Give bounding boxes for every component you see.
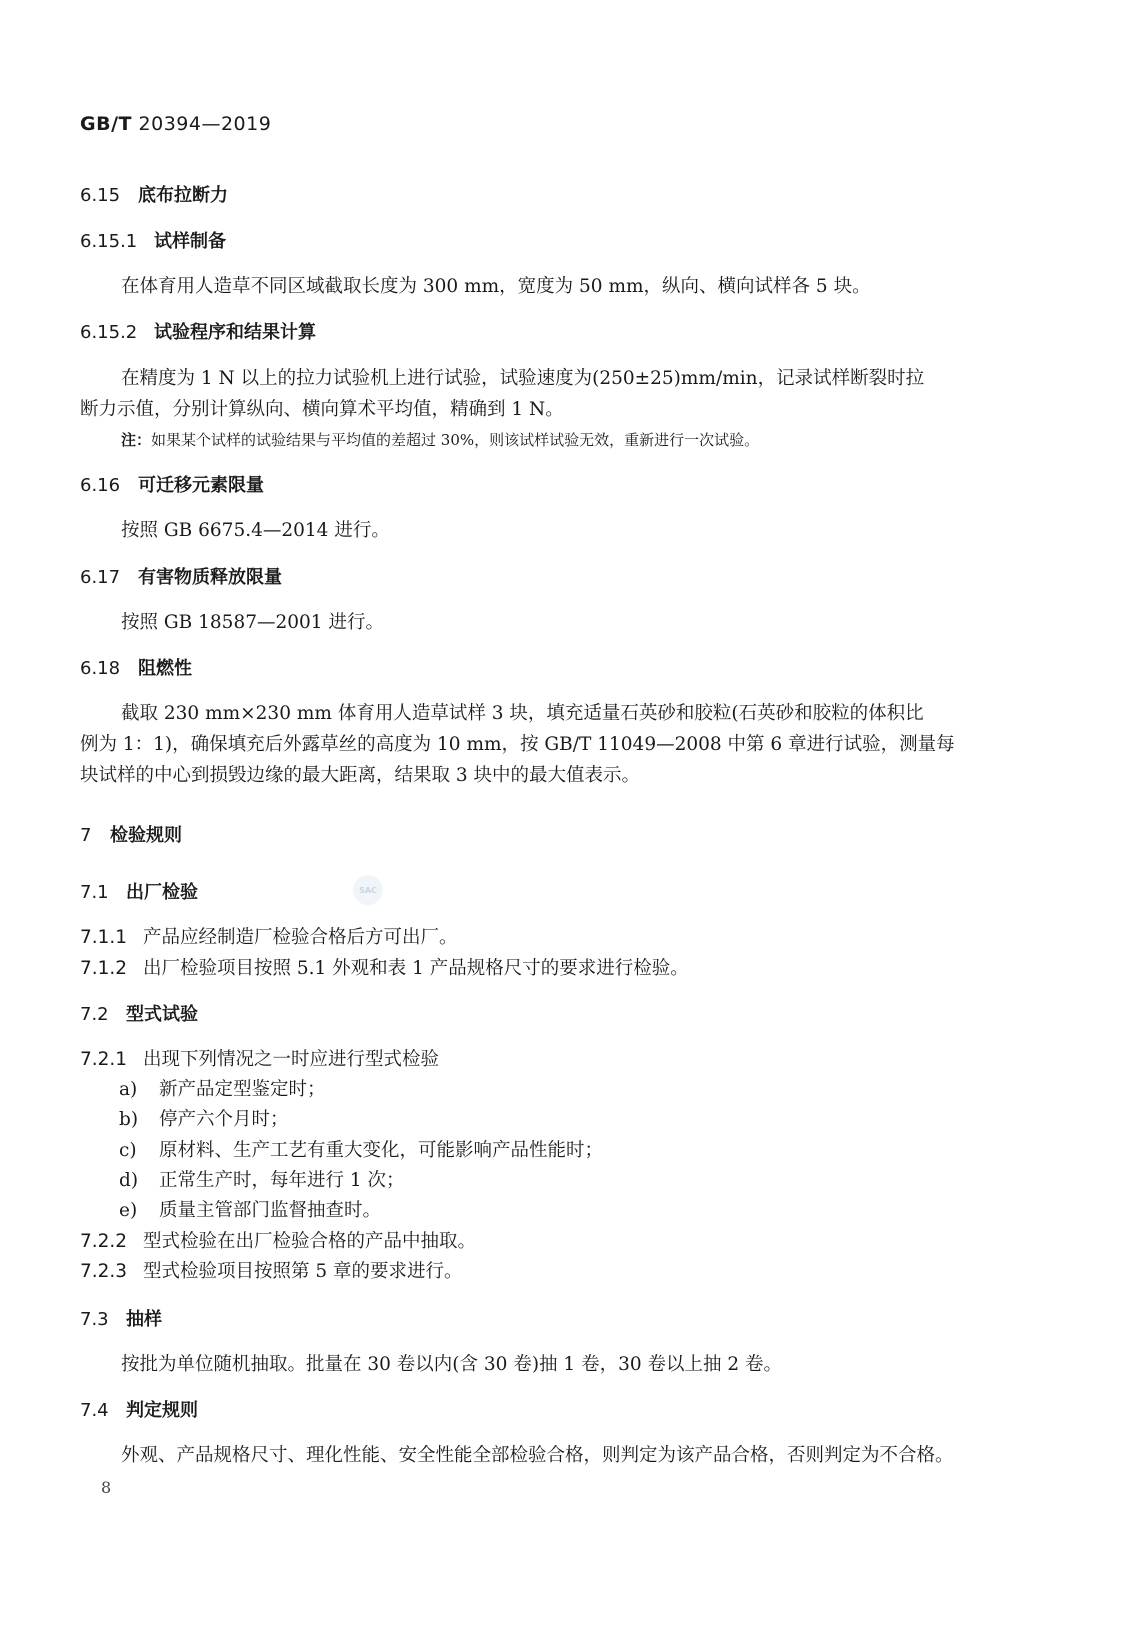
heading-7-1: 7.1 出厂检验 bbox=[80, 882, 198, 903]
item-7-2-1: 7.2.1 出现下列情况之一时应进行型式检验 bbox=[80, 1049, 440, 1070]
list-item-e: e) 质量主管部门监督抽查时。 bbox=[119, 1200, 382, 1221]
heading-6-16: 6.16 可迁移元素限量 bbox=[80, 475, 264, 496]
note-text: 如果某个试样的试验结果与平均值的差超过 30%，则该试样试验无效，重新进行一次试验。 bbox=[151, 431, 760, 449]
paragraph-6-18-line1: 截取 230 mm×230 mm 体育用人造草试样 3 块，填充适量石英砂和胶粒(石英砂和胶粒的体积比 bbox=[121, 703, 924, 724]
heading-6-15: 6.15 底布拉断力 bbox=[80, 185, 228, 206]
paragraph-6-15-2-line1: 在精度为 1 N 以上的拉力试验机上进行试验，试验速度为(250±25)mm/min，记录试样断裂时拉 bbox=[121, 368, 925, 389]
heading-7-2: 7.2 型式试验 bbox=[80, 1004, 198, 1025]
heading-7-3: 7.3 抽样 bbox=[80, 1309, 162, 1330]
page-number: 8 bbox=[101, 1478, 112, 1497]
heading-6-15-2: 6.15.2 试验程序和结果计算 bbox=[80, 322, 316, 343]
item-7-2-3: 7.2.3 型式检验项目按照第 5 章的要求进行。 bbox=[80, 1261, 463, 1282]
paragraph-6-15-2-line2: 断力示值，分别计算纵向、横向算术平均值，精确到 1 N。 bbox=[80, 399, 564, 420]
paragraph-6-17: 按照 GB 18587—2001 进行。 bbox=[121, 612, 384, 633]
heading-6-18: 6.18 阻燃性 bbox=[80, 658, 192, 679]
standard-number: 20394—2019 bbox=[138, 113, 272, 135]
paragraph-6-16: 按照 GB 6675.4—2014 进行。 bbox=[121, 520, 390, 541]
standard-code: GB/T bbox=[80, 113, 132, 135]
note-6-15-2 bbox=[121, 429, 759, 450]
list-item-d: d) 正常生产时，每年进行 1 次； bbox=[119, 1170, 405, 1191]
paragraph-7-3: 按批为单位随机抽取。批量在 30 卷以内(含 30 卷)抽 1 卷，30 卷以上抽 2 卷。 bbox=[121, 1354, 783, 1375]
list-item-c: c) 原材料、生产工艺有重大变化，可能影响产品性能时； bbox=[119, 1140, 604, 1161]
sac-watermark: SAC bbox=[353, 875, 383, 905]
heading-7-4: 7.4 判定规则 bbox=[80, 1400, 198, 1421]
item-7-1-2: 7.1.2 出厂检验项目按照 5.1 外观和表 1 产品规格尺寸的要求进行检验。 bbox=[80, 958, 689, 979]
paragraph-6-18-line2: 例为 1：1)，确保填充后外露草丝的高度为 10 mm，按 GB/T 11049—2008 中第 6 章进行试验，测量每 bbox=[80, 734, 955, 755]
list-item-a: a) 新产品定型鉴定时； bbox=[119, 1079, 326, 1100]
item-7-2-2: 7.2.2 型式检验在出厂检验合格的产品中抽取。 bbox=[80, 1231, 477, 1252]
note-label: 注： bbox=[121, 431, 152, 449]
paragraph-7-4: 外观、产品规格尺寸、理化性能、安全性能全部检验合格，则判定为该产品合格，否则判定为不合格。 bbox=[121, 1445, 954, 1466]
list-item-b: b) 停产六个月时； bbox=[119, 1109, 289, 1130]
heading-6-17: 6.17 有害物质释放限量 bbox=[80, 567, 282, 588]
standard-header bbox=[80, 113, 271, 135]
item-7-1-1: 7.1.1 产品应经制造厂检验合格后方可出厂。 bbox=[80, 927, 458, 948]
heading-6-15-1: 6.15.1 试样制备 bbox=[80, 231, 226, 252]
paragraph-6-18-line3: 块试样的中心到损毁边缘的最大距离，结果取 3 块中的最大值表示。 bbox=[80, 765, 641, 786]
paragraph-6-15-1: 在体育用人造草不同区域截取长度为 300 mm，宽度为 50 mm，纵向、横向试样各 5 块。 bbox=[121, 276, 871, 297]
heading-7: 7 检验规则 bbox=[80, 825, 182, 846]
